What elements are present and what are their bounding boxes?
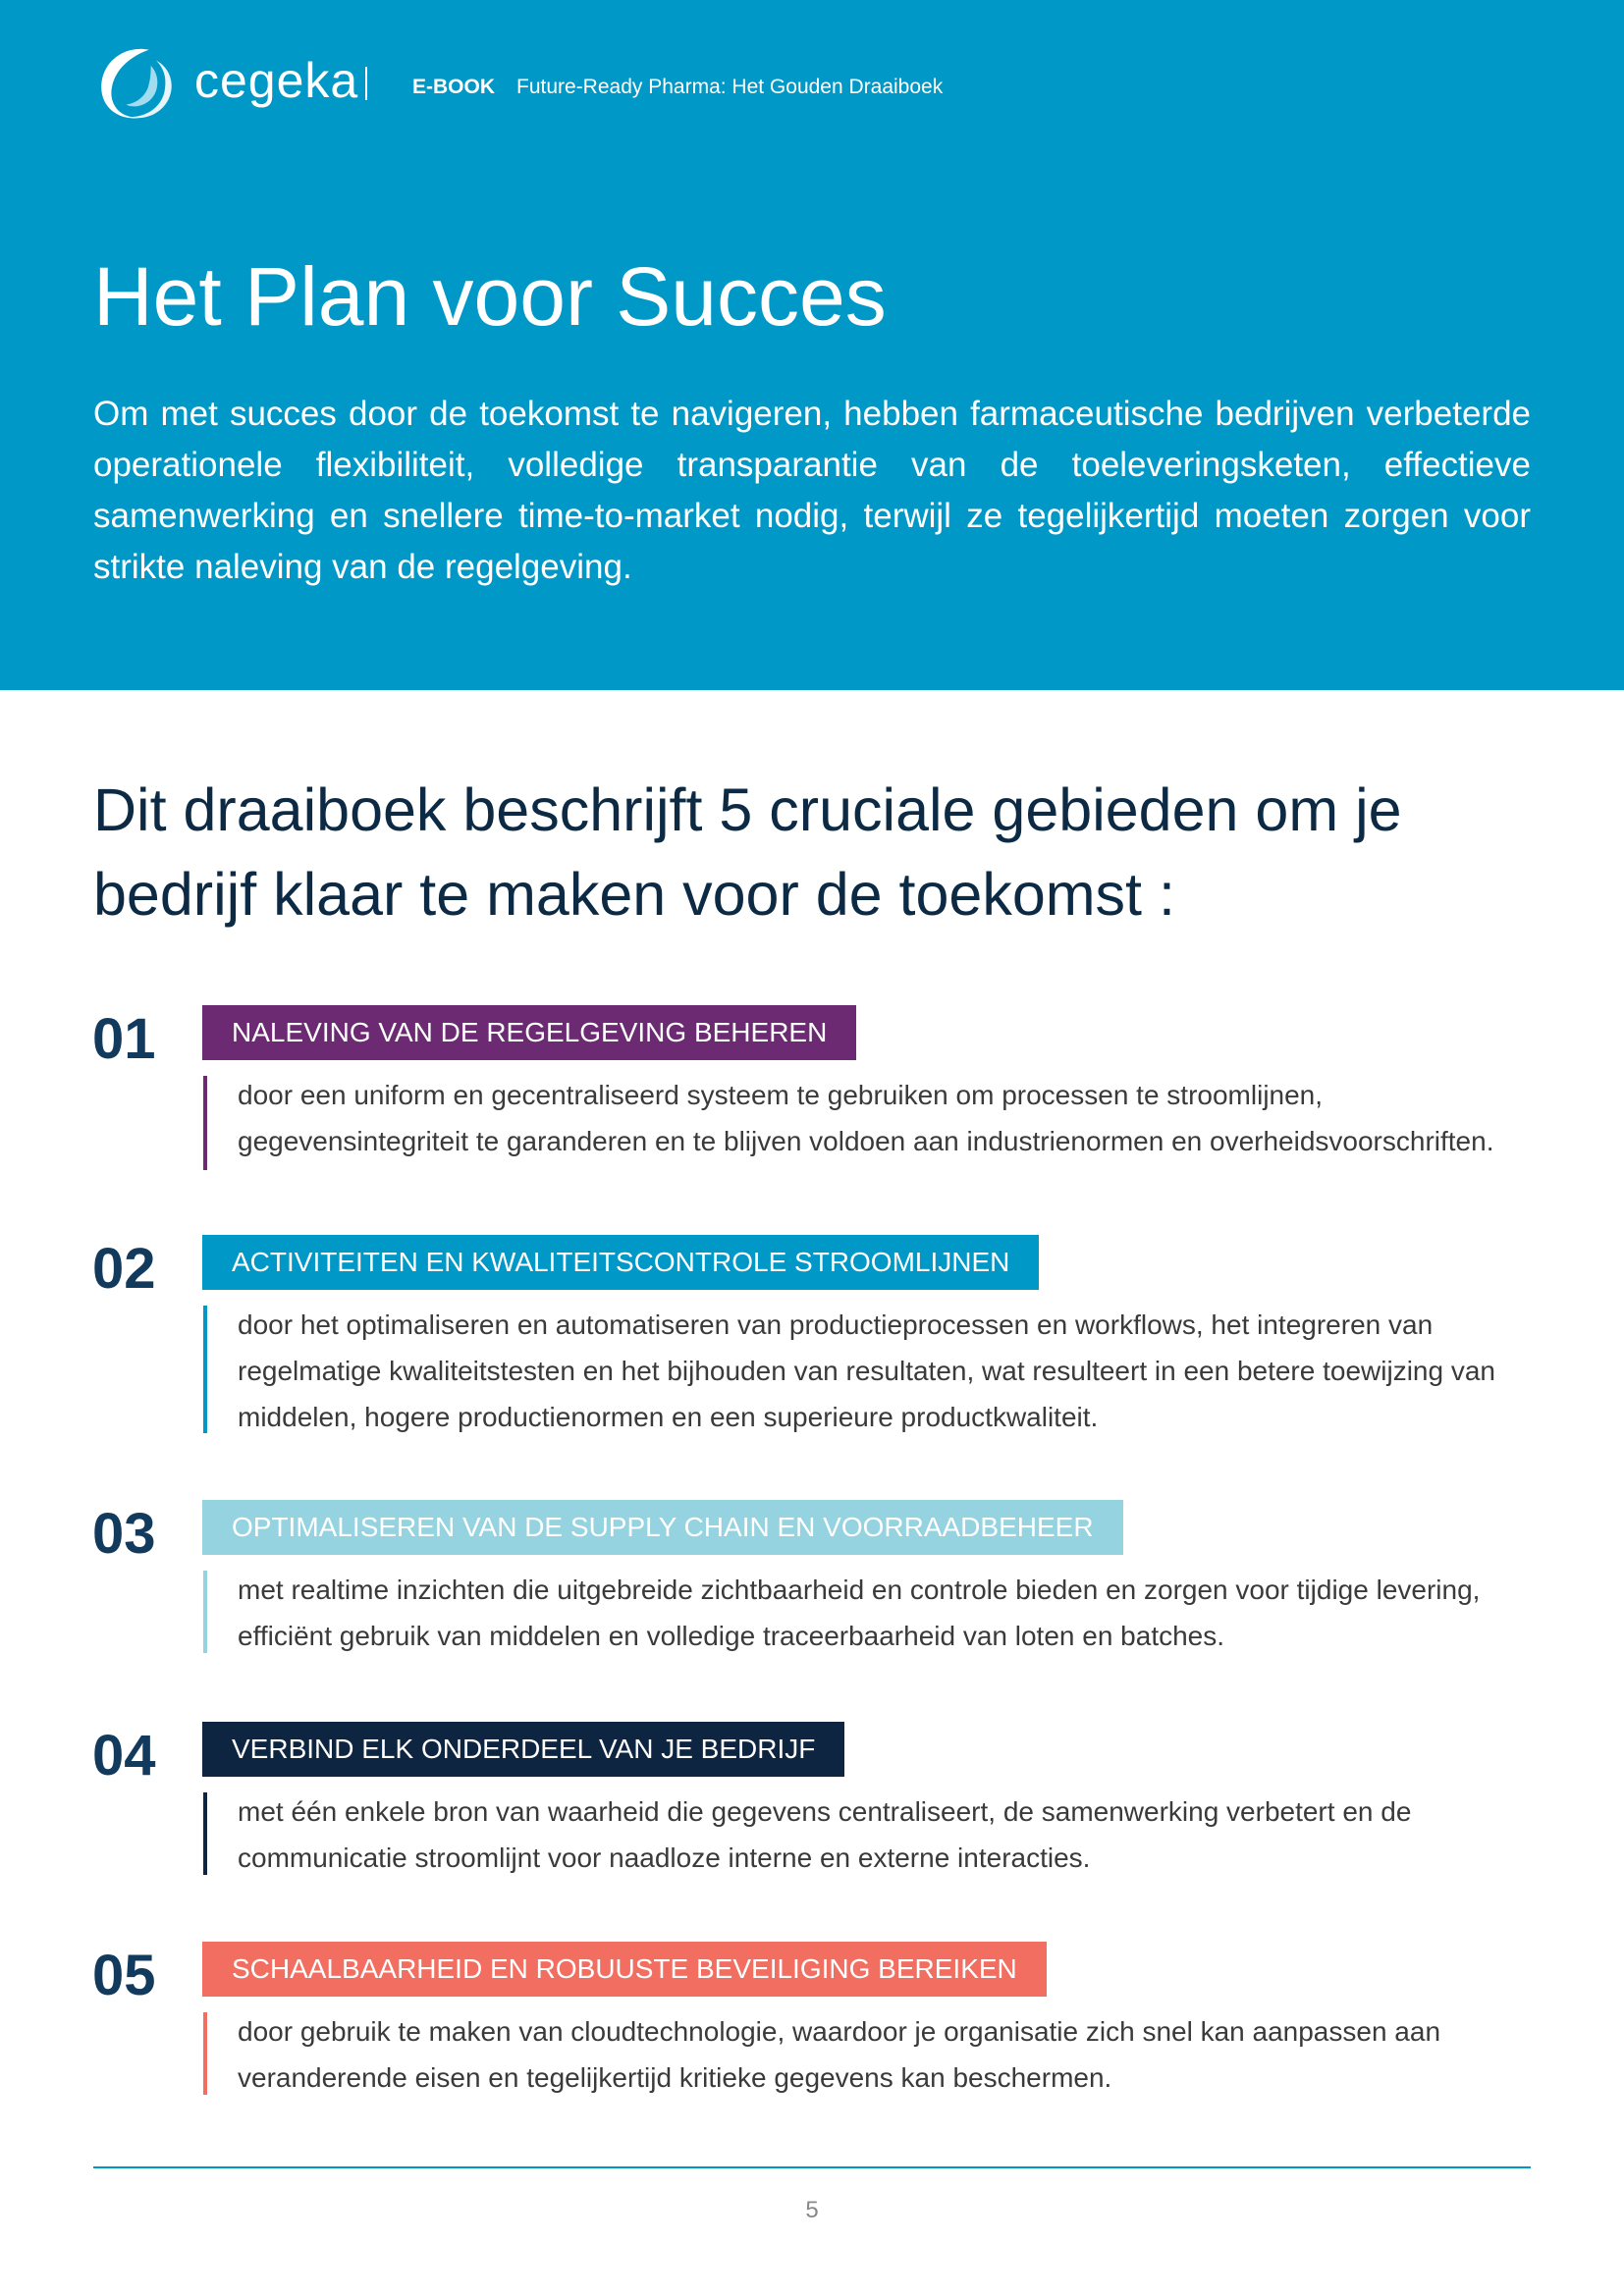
item-description: met realtime inzichten die uitgebreide zichtbaarheid en controle bieden en zorgen voor tijdige levering, efficiënt gebruik van middelen en volledige traceerbaarheid van loten en batches.: [238, 1575, 1481, 1651]
item-title-tag: VERBIND ELK ONDERDEEL VAN JE BEDRIJF: [202, 1722, 844, 1777]
item-number: 03: [92, 1502, 156, 1566]
header-separator: [365, 67, 367, 100]
item-title-tag: SCHAALBAARHEID EN ROBUUSTE BEVEILIGING BEREIKEN: [202, 1942, 1047, 1997]
item-number: 04: [92, 1724, 156, 1788]
item-title-tag: ACTIVITEITEN EN KWALITEITSCONTROLE STROOMLIJNEN: [202, 1235, 1039, 1290]
item-number: 01: [92, 1007, 156, 1071]
page-title: Het Plan voor Succes: [93, 250, 887, 343]
item-title-tag: NALEVING VAN DE REGELGEVING BEHEREN: [202, 1005, 856, 1060]
item-accent-bar: [203, 1792, 207, 1875]
item-accent-bar: [203, 1571, 207, 1653]
brand-name: cegeka: [194, 53, 359, 108]
footer-divider: [93, 2166, 1531, 2168]
item-description: door het optimaliseren en automatiseren van productieprocessen en workflows, het integreren van regelmatige kwaliteitstesten en het bijhouden van resultaten, wat resulteert in een betere toewijzing van middelen, hogere productienormen en een superieure productkwaliteit.: [238, 1309, 1495, 1432]
page-number: 5: [805, 2197, 819, 2223]
item-description: door gebruik te maken van cloudtechnologie, waardoor je organisatie zich snel kan aanpassen aan veranderende eisen en tegelijkertijd kritieke gegevens kan beschermen.: [238, 2016, 1441, 2093]
item-accent-bar: [203, 2012, 207, 2095]
item-number: 02: [92, 1237, 156, 1301]
item-accent-bar: [203, 1306, 207, 1433]
intro-paragraph: Om met succes door de toekomst te navigeren, hebben farmaceutische bedrijven verbeterde operationele flexibiliteit, volledige transparantie van de toeleveringsketen, effectieve samenwerking en snellere time-to-market nodig, terwijl ze tegelijkertijd moeten zorgen voor strikte naleving van de regelgeving.: [93, 395, 1531, 586]
ebook-label: E-BOOK: [412, 76, 495, 98]
item-accent-bar: [203, 1076, 207, 1170]
section-subheading: Dit draaiboek beschrijft 5 cruciale gebieden om je bedrijf klaar te maken voor de toekomst :: [93, 776, 1402, 928]
item-description: door een uniform en gecentraliseerd systeem te gebruiken om processen te stroomlijnen, gegevensintegriteit te garanderen en te blijven voldoen aan industrienormen en overheidsvoorschriften.: [238, 1080, 1494, 1156]
item-number: 05: [92, 1944, 156, 2007]
ebook-title: Future-Ready Pharma: Het Gouden Draaiboek: [516, 76, 944, 98]
hero-banner: [0, 0, 1624, 690]
item-title-tag: OPTIMALISEREN VAN DE SUPPLY CHAIN EN VOORRAADBEHEER: [202, 1500, 1123, 1555]
cegeka-logo-icon: [94, 39, 183, 128]
item-description: met één enkele bron van waarheid die gegevens centraliseert, de samenwerking verbetert en de communicatie stroomlijnt voor naadloze interne en externe interacties.: [238, 1796, 1412, 1873]
